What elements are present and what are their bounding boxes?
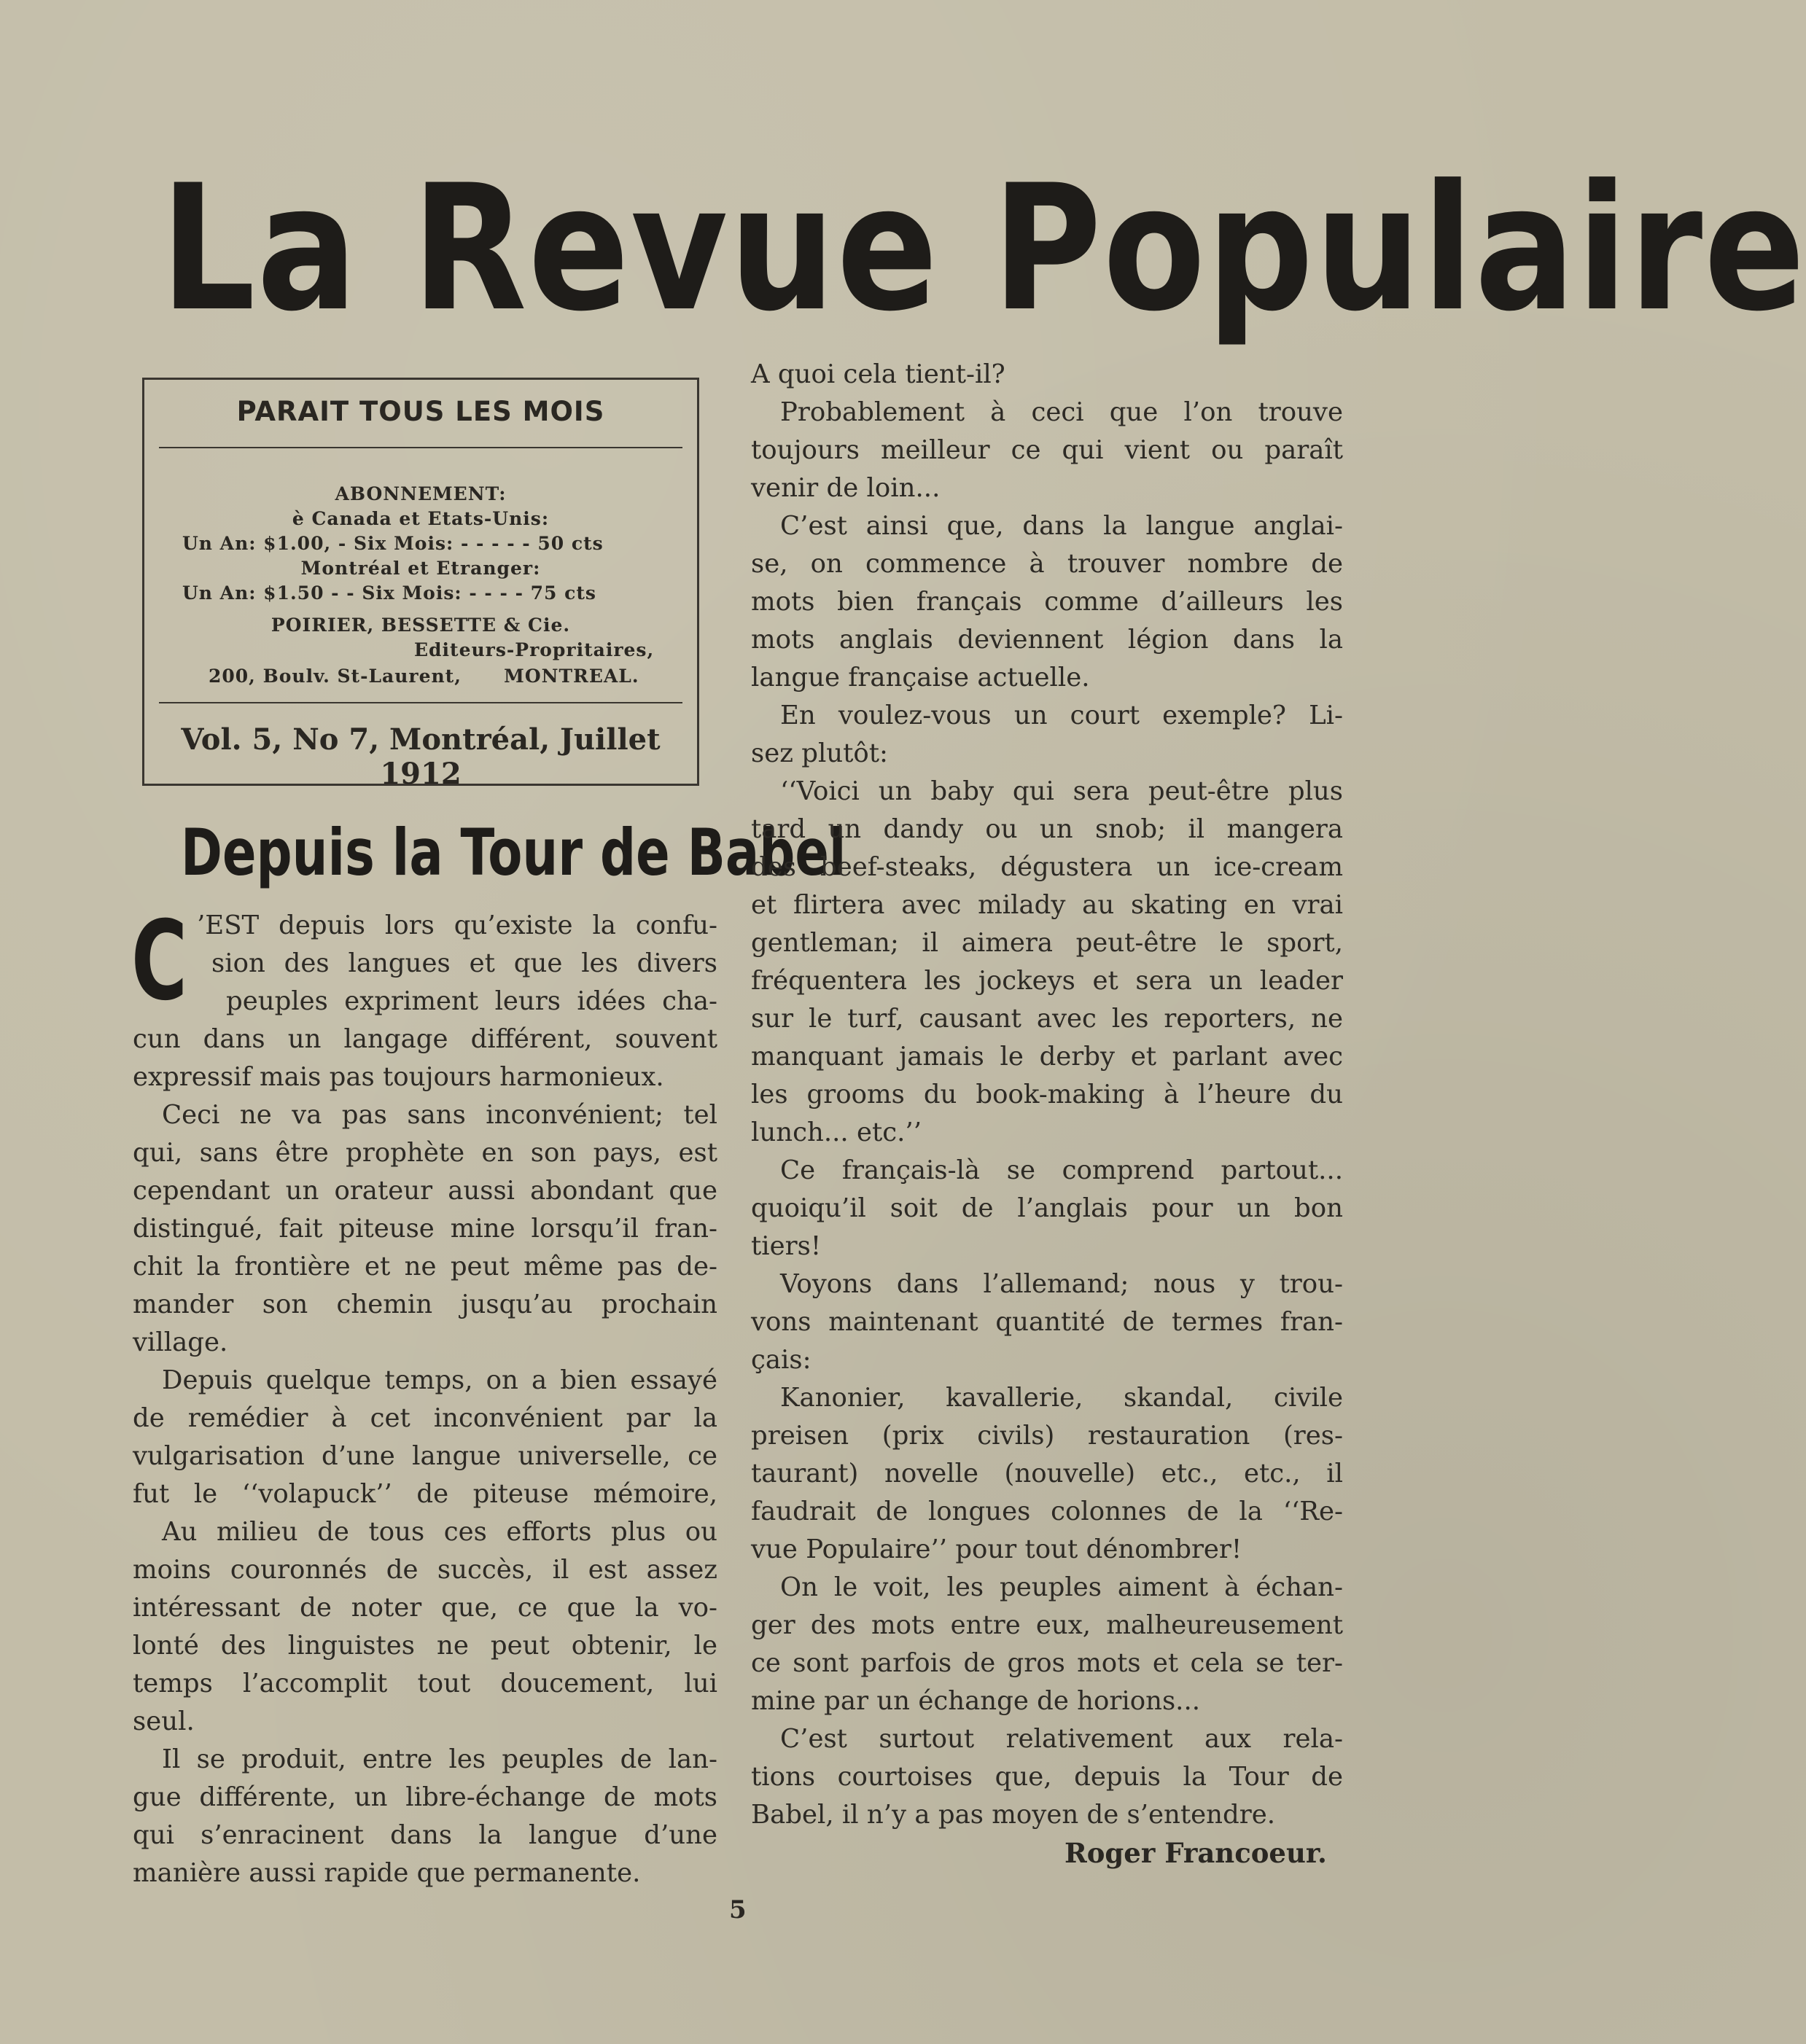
drop-cap: C	[131, 898, 188, 1025]
text-line: cun dans un langage différent, souvent	[133, 1024, 717, 1054]
text-line: fréquentera les jockeys et sera un leader	[751, 966, 1343, 996]
text-line: ger des mots entre eux, malheureusement	[751, 1610, 1343, 1640]
text-line: ‘‘Voici un baby qui sera peut-être plus	[780, 776, 1343, 806]
text-line: Ce français-là se comprend partout...	[780, 1155, 1343, 1185]
text-line: seul.	[133, 1706, 195, 1736]
text-line: langue française actuelle.	[751, 663, 1090, 693]
text-line: tard un dandy ou un snob; il mangera	[751, 814, 1343, 844]
subscription-region-montreal: Montréal et Etranger:	[300, 558, 541, 579]
divider	[159, 702, 682, 703]
text-line: se, on commence à trouver nombre de	[751, 549, 1343, 579]
publisher-name: POIRIER, BESSETTE & Cie.	[270, 615, 571, 636]
text-line: manière aussi rapide que permanente.	[133, 1858, 641, 1888]
text-line: chit la frontière et ne peut même pas de-	[133, 1252, 717, 1282]
article-column-left	[131, 898, 717, 1892]
text-line: mander son chemin jusqu’au prochain	[133, 1290, 717, 1319]
text-line: de remédier à cet inconvénient par la	[133, 1403, 717, 1433]
text-line: sez plutôt:	[751, 738, 889, 768]
article-column-right	[751, 356, 1343, 1834]
text-line: temps l’accomplit tout doucement, lui	[133, 1669, 717, 1698]
text-line: A quoi cela tient-il?	[751, 359, 1005, 389]
text-line: Au milieu de tous ces efforts plus ou	[162, 1517, 717, 1547]
text-line: C’est ainsi que, dans la langue anglai-	[780, 511, 1343, 541]
article-title: Depuis la Tour de Babel	[181, 815, 846, 890]
text-line: En voulez-vous un court exemple? Li-	[780, 701, 1343, 730]
text-line: peuples expriment leurs idées cha-	[226, 986, 717, 1016]
subscription-heading: ABONNEMENT:	[335, 483, 507, 504]
subscription-rate-montreal: Un An: $1.50 - - Six Mois: - - - - 75 cts	[182, 582, 597, 604]
issue-info: Vol. 5, No 7, Montréal, Juillet 1912	[181, 722, 661, 791]
text-line: village.	[133, 1327, 228, 1357]
text-line: et flirtera avec milady au skating en vrai	[751, 890, 1343, 920]
text-line: distingué, fait piteuse mine lorsqu’il fran-	[133, 1214, 717, 1244]
text-line: moins couronnés de succès, il est assez	[133, 1555, 717, 1585]
text-line: Il se produit, entre les peuples de lan-	[162, 1744, 717, 1774]
text-line: ce sont parfois de gros mots et cela se ter-	[751, 1648, 1343, 1678]
subscription-rate-canada: Un An: $1.00, - Six Mois: - - - - - 50 cts	[182, 533, 604, 554]
text-line: quoiqu’il soit de l’anglais pour un bon	[751, 1193, 1343, 1223]
text-line: gue différente, un libre-échange de mots	[133, 1782, 717, 1812]
subscription-box	[142, 378, 699, 791]
masthead-title: La Revue Populaire	[160, 148, 1806, 350]
text-line: tiers!	[751, 1231, 822, 1261]
text-line: Babel, il n’y a pas moyen de s’entendre.	[751, 1800, 1275, 1830]
text-line: çais:	[751, 1345, 811, 1375]
text-line: vue Populaire’’ pour tout dénombrer!	[751, 1534, 1242, 1564]
text-line: expressif mais pas toujours harmonieux.	[133, 1062, 664, 1092]
text-line: cependant un orateur aussi abondant que	[133, 1176, 717, 1206]
text-line: On le voit, les peuples aiment à échan-	[780, 1572, 1343, 1602]
text-line: C’est surtout relativement aux rela-	[780, 1724, 1343, 1754]
subscription-region-canada: è Canada et Etats-Unis:	[292, 508, 550, 529]
text-line: preisen (prix civils) restauration (res-	[751, 1421, 1343, 1451]
text-line: tions courtoises que, depuis la Tour de	[751, 1762, 1343, 1792]
text-line: Probablement à ceci que l’on trouve	[780, 397, 1343, 427]
text-line: mots anglais deviennent légion dans la	[751, 625, 1343, 655]
publisher-address: 200, Boulv. St-Laurent, MONTREAL.	[209, 666, 639, 687]
text-line: sur le turf, causant avec les reporters, ne	[751, 1004, 1343, 1034]
text-line: mots bien français comme d’ailleurs les	[751, 587, 1343, 617]
text-line: Kanonier, kavallerie, skandal, civile	[780, 1383, 1343, 1413]
page-number: 5	[729, 1895, 747, 1924]
text-line: vons maintenant quantité de termes fran-	[751, 1307, 1343, 1337]
text-line: sion des langues et que les divers	[211, 948, 717, 978]
publisher-role: Editeurs-Propritaires,	[414, 639, 655, 660]
text-line: Ceci ne va pas sans inconvénient; tel	[162, 1100, 717, 1130]
text-line: toujours meilleur ce qui vient ou paraît	[751, 435, 1343, 465]
text-line: qui, sans être prophète en son pays, est	[133, 1138, 717, 1168]
text-line: les grooms du book-making à l’heure du	[751, 1080, 1343, 1109]
divider	[159, 447, 682, 448]
text-line: Voyons dans l’allemand; nous y trou-	[780, 1269, 1343, 1299]
text-line: intéressant de noter que, ce que la vo-	[133, 1593, 717, 1623]
text-line: vulgarisation d’une langue universelle, ce	[133, 1441, 717, 1471]
text-line: venir de loin...	[751, 473, 941, 503]
text-line: taurant) novelle (nouvelle) etc., etc., il	[751, 1459, 1343, 1489]
text-line: lonté des linguistes ne peut obtenir, le	[133, 1631, 717, 1661]
text-line: Depuis quelque temps, on a bien essayé	[162, 1365, 717, 1395]
author-signature: Roger Francoeur.	[1064, 1837, 1327, 1869]
text-line: fut le ‘‘volapuck’’ de piteuse mémoire,	[133, 1479, 717, 1509]
text-line: des beef-steaks, dégustera un ice-cream	[751, 852, 1343, 882]
text-line: mine par un échange de horions...	[751, 1686, 1201, 1716]
text-line: ’EST depuis lors qu’existe la confu-	[197, 910, 717, 940]
text-line: faudrait de longues colonnes de la ‘‘Re-	[751, 1497, 1343, 1526]
text-line: lunch... etc.’’	[751, 1117, 922, 1147]
publication-frequency: PARAIT TOUS LES MOIS	[236, 396, 605, 427]
text-line: qui s’enracinent dans la langue d’une	[133, 1820, 717, 1850]
text-line: gentleman; il aimera peut-être le sport,	[751, 928, 1343, 958]
text-line: manquant jamais le derby et parlant avec	[751, 1042, 1343, 1072]
